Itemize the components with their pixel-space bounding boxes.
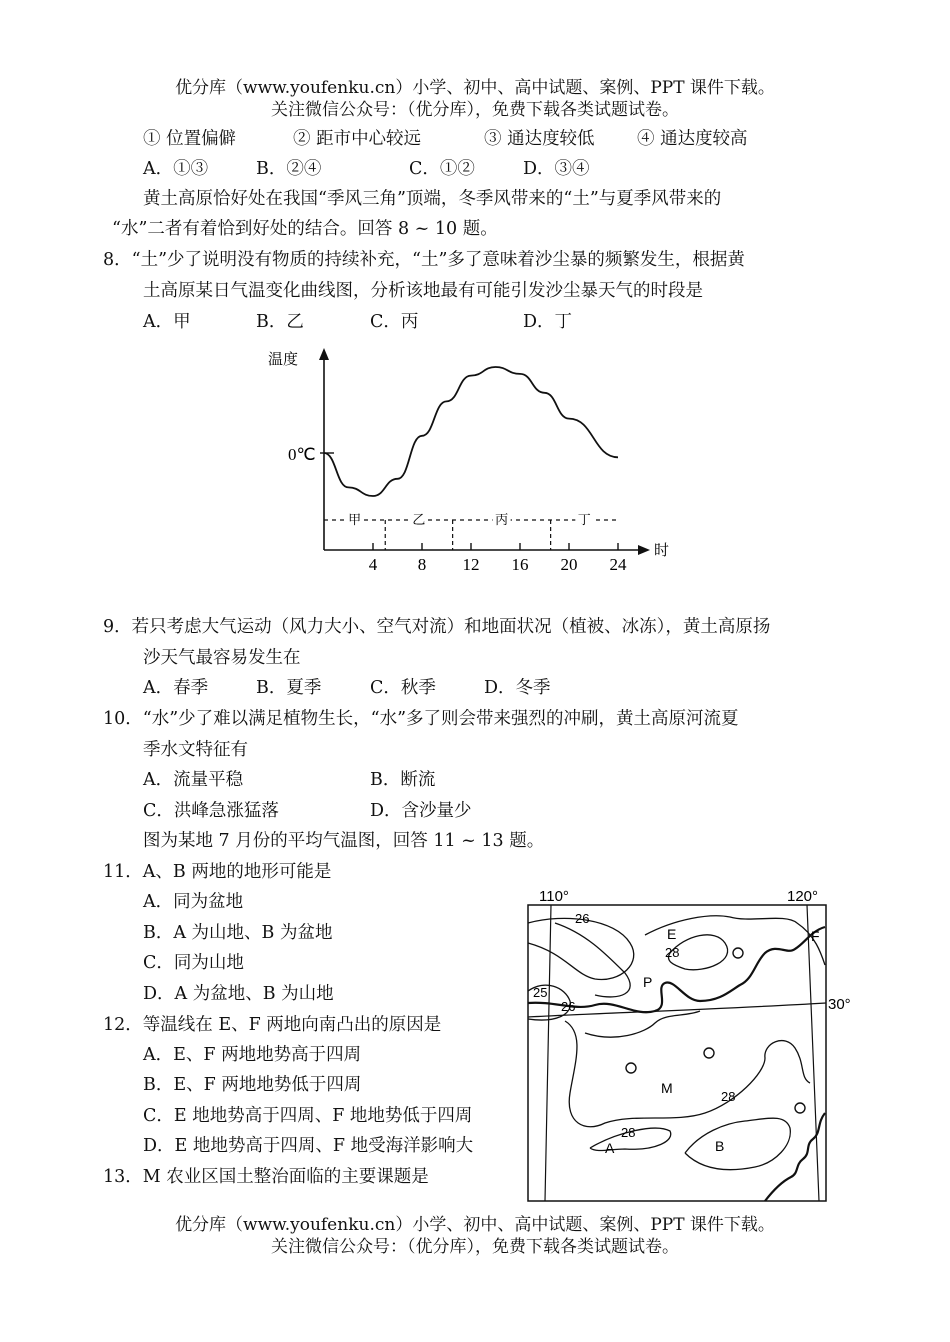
q8-stem-line-2: 土高原某日气温变化曲线图，分析该地最有可能引发沙尘暴天气的时段是	[143, 281, 703, 301]
q9-option-d: D．冬季	[484, 678, 551, 698]
meridian-120	[807, 905, 819, 1201]
isotherm-label-28c: 28	[621, 1125, 636, 1140]
isotherm-westbend	[555, 923, 630, 997]
x-tick-label: 8	[417, 555, 427, 574]
header-line-1: 优分库（www.youfenku.cn）小学、初中、高中试题、案例、PPT 课件下载。	[175, 78, 775, 98]
factor-4: ④ 通达度较高	[637, 129, 748, 149]
isotherm-label-26b: 26	[561, 999, 576, 1014]
latitude-label-30: 30°	[828, 996, 851, 1013]
q10-option-c: C．洪峰急涨猛落	[143, 801, 279, 821]
q11-option-a: A．同为盆地	[143, 892, 244, 912]
isotherm-map	[525, 883, 851, 1205]
q7-option-c: C．①②	[409, 159, 475, 179]
period-label: 乙	[412, 512, 426, 527]
q9-stem-line-1: 9．若只考虑大气运动（风力大小、空气对流）和地面状况（植被、冰冻），黄土高原扬	[103, 617, 771, 637]
x-tick-label: 12	[462, 555, 480, 574]
intro-8-10-line-2: “水”二者有着恰到好处的结合。回答 8 ~ 10 题。	[112, 219, 498, 239]
x-tick-label: 24	[609, 555, 627, 574]
isotherm-26-north	[528, 918, 634, 979]
q9-stem-line-2: 沙天气最容易发生在	[143, 648, 301, 668]
period-label: 甲	[348, 512, 362, 527]
intro-8-10-line-1: 黄土高原恰好处在我国“季风三角”顶端，冬季风带来的“土”与夏季风带来的	[143, 189, 722, 209]
factor-3: ③ 通达度较低	[484, 129, 595, 149]
q11-option-d: D．A 为盆地、B 为山地	[143, 984, 334, 1004]
q12-option-c: C．E 地地势高于四周、F 地地势低于四周	[143, 1106, 473, 1126]
isotherm-label-26a: 26	[575, 911, 590, 926]
x-tick-label: 16	[511, 555, 529, 574]
city-icon	[704, 1048, 714, 1058]
x-tick-label: 20	[560, 555, 578, 574]
q12-option-d: D．E 地地势高于四周、F 地受海洋影响大	[143, 1136, 474, 1156]
place-label-P: P	[643, 974, 653, 990]
place-label-E: E	[667, 926, 677, 942]
x-axis-arrow	[638, 545, 650, 555]
city-icon	[626, 1063, 636, 1073]
x-axis-label: 时	[654, 543, 670, 559]
header-line-2: 关注微信公众号：（优分库），免费下载各类试题试卷。	[271, 100, 679, 120]
q10-option-d: D．含沙量少	[370, 801, 472, 821]
q12-stem: 12．等温线在 E、F 两地向南凸出的原因是	[103, 1015, 442, 1035]
y-axis-arrow	[319, 348, 329, 360]
zero-degree-label: 0℃	[288, 445, 316, 464]
isotherm-label-25: 25	[533, 985, 548, 1000]
q8-option-d: D．丁	[523, 312, 573, 332]
q12-option-b: B．E、F 两地地势低于四周	[143, 1075, 362, 1095]
isotherm-label-28a: 28	[665, 945, 680, 960]
city-icon	[795, 1103, 805, 1113]
footer-line-1: 优分库（www.youfenku.cn）小学、初中、高中试题、案例、PPT 课件下载。	[175, 1215, 775, 1235]
isotherm-B	[685, 1118, 790, 1169]
place-label-A: A	[605, 1140, 615, 1156]
q7-option-a: A．①③	[143, 159, 209, 179]
period-label: 丁	[577, 512, 591, 527]
q9-option-b: B．夏季	[256, 678, 322, 698]
q8-stem-line-1: 8．“土”少了说明没有物质的持续补充，“土”多了意味着沙尘暴的频繁发生，根据黄	[103, 250, 745, 270]
isotherm-label-28b: 28	[721, 1089, 736, 1104]
place-label-B: B	[715, 1138, 725, 1154]
q10-option-a: A．流量平稳	[143, 770, 244, 790]
q13-stem: 13．M 农业区国土整治面临的主要课题是	[103, 1167, 429, 1187]
footer-line-2: 关注微信公众号：（优分库），免费下载各类试题试卷。	[271, 1237, 679, 1257]
temperature-curve	[324, 367, 618, 496]
q8-option-b: B．乙	[256, 312, 304, 332]
q12-option-a: A．E、F 两地地势高于四周	[143, 1045, 362, 1065]
q11-option-b: B．A 为山地、B 为盆地	[143, 923, 333, 943]
q10-option-b: B．断流	[370, 770, 436, 790]
q7-option-b: B．②④	[256, 159, 322, 179]
period-label: 丙	[495, 512, 509, 527]
place-label-F: F	[811, 928, 820, 944]
q11-stem: 11．A、B 两地的地形可能是	[103, 862, 332, 882]
place-label-M: M	[661, 1080, 673, 1096]
longitude-label-120: 120°	[787, 888, 819, 905]
q8-option-a: A．甲	[143, 312, 191, 332]
temperature-chart	[250, 340, 680, 585]
factor-1: ① 位置偏僻	[143, 129, 237, 149]
isotherm-mid	[585, 1011, 700, 1037]
factor-2: ② 距市中心较远	[293, 129, 422, 149]
q8-option-c: C．丙	[370, 312, 419, 332]
city-icon	[733, 948, 743, 958]
longitude-label-110: 110°	[539, 888, 569, 905]
x-tick-label: 4	[368, 555, 378, 574]
q11-option-c: C．同为山地	[143, 953, 244, 973]
intro-11-13: 图为某地 7 月份的平均气温图，回答 11 ~ 13 题。	[143, 831, 545, 851]
q10-stem-line-2: 季水文特征有	[143, 740, 248, 760]
q10-stem-line-1: 10．“水”少了难以满足植物生长，“水”多了则会带来强烈的冲刷，黄土高原河流夏	[103, 709, 739, 729]
q9-option-a: A．春季	[143, 678, 209, 698]
q9-option-c: C．秋季	[370, 678, 436, 698]
q7-option-d: D．③④	[523, 159, 590, 179]
y-axis-label: 温度	[268, 352, 299, 368]
